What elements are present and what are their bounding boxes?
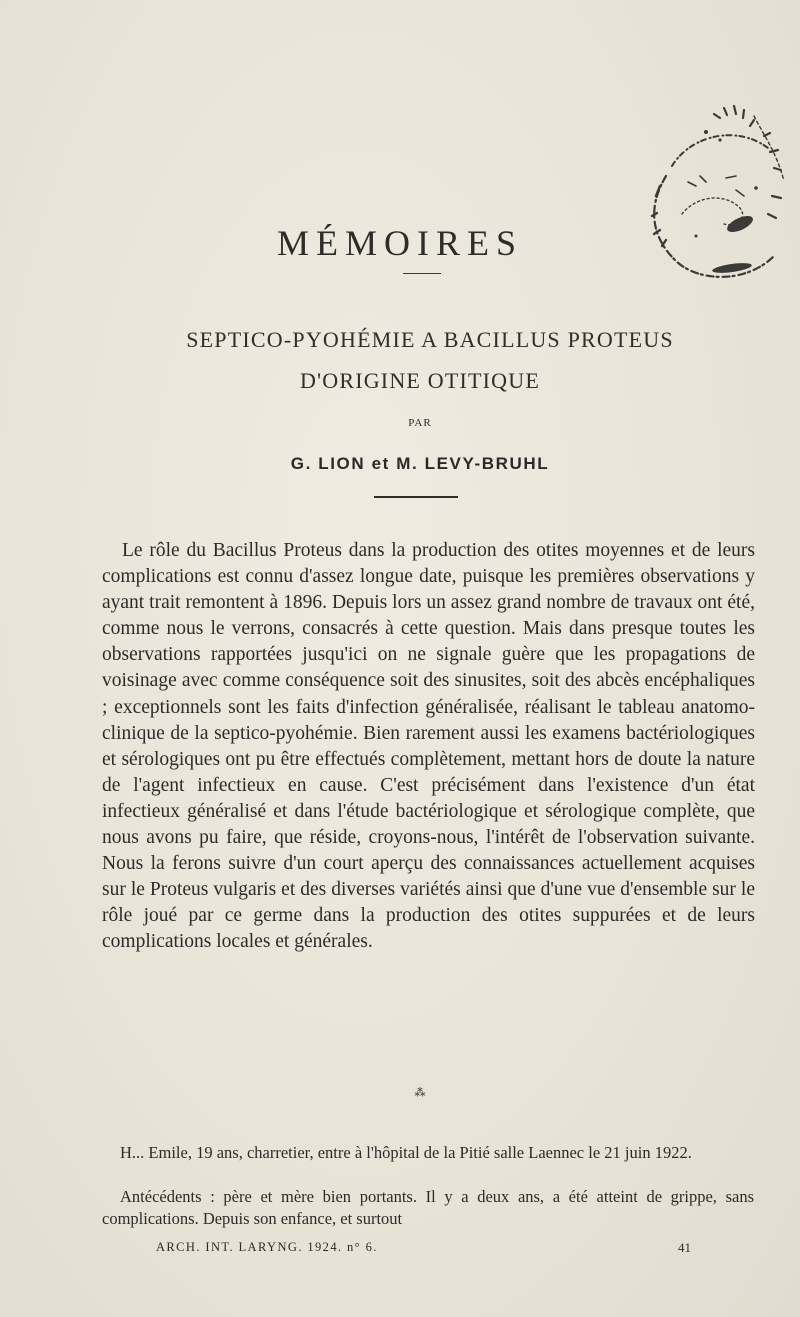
journal-citation: ARCH. INT. LARYNG. 1924. n° 6. [156, 1240, 378, 1254]
byline-label: PAR [408, 417, 432, 429]
case-report-line1: H... Emile, 19 ans, charretier, entre à l'hôpital de la Pitié salle Laennec le 21 juin 1922. [120, 1143, 692, 1162]
section-heading: MÉMOIRES [276, 223, 524, 263]
intro-paragraph: Le rôle du Bacillus Proteus dans la production des otites moyennes et de leurs complications est connu d'assez longue date, puisque les premières observations y ayant trait remontent à 1896. Depuis lors un assez grand nombre de travaux ont été, comme nous le verrons, consacrés à cette question. Mais dans presque toutes les observations rapportées jusqu'ici on ne signale guère que les propagations de voisinage avec comme conséquence soit des sinusites, soit des abcès encéphaliques ; exceptionnels sont les faits d'infection généralisée, réalisant le tableau anatomo-clinique de la septico-pyohémie. Bien rarement aussi les examens bactériologiques et sérologiques ont pu être effectués complètement, mettant hors de doute la nature de l'agent infectieux en cause. C'est précisément dans l'existence d'un état infectieux généralisé et dans l'étude bactériologique et sérologique complète, que nous avons pu faire, que réside, croyons-nous, l'intérêt de l'observation suivante. Nous la ferons suivre d'un court aperçu des connaissances actuellement acquises sur le Proteus vulgaris et des diverses variétés ainsi que d'une vue d'ensemble sur le rôle joué par ce germe dans la production des otites suppurées et de leurs complications locales et générales. [102, 540, 755, 953]
article-title-line1: SEPTICO-PYOHÉMIE A BACILLUS PROTEUS [186, 327, 674, 352]
authors: G. LION et M. LEVY-BRUHL [290, 454, 550, 473]
heading-divider [403, 273, 441, 274]
article-title-line2: D'ORIGINE OTITIQUE [299, 368, 540, 393]
authors-divider [374, 496, 458, 498]
case-report-line2: Antécédents : père et mère bien portants. Il y a deux ans, a été atteint de grippe, sans complications. Depuis son enfance, et surtout [102, 1187, 754, 1228]
section-separator: ⁂ [414, 1087, 426, 1099]
page-number: 41 [678, 1240, 691, 1255]
